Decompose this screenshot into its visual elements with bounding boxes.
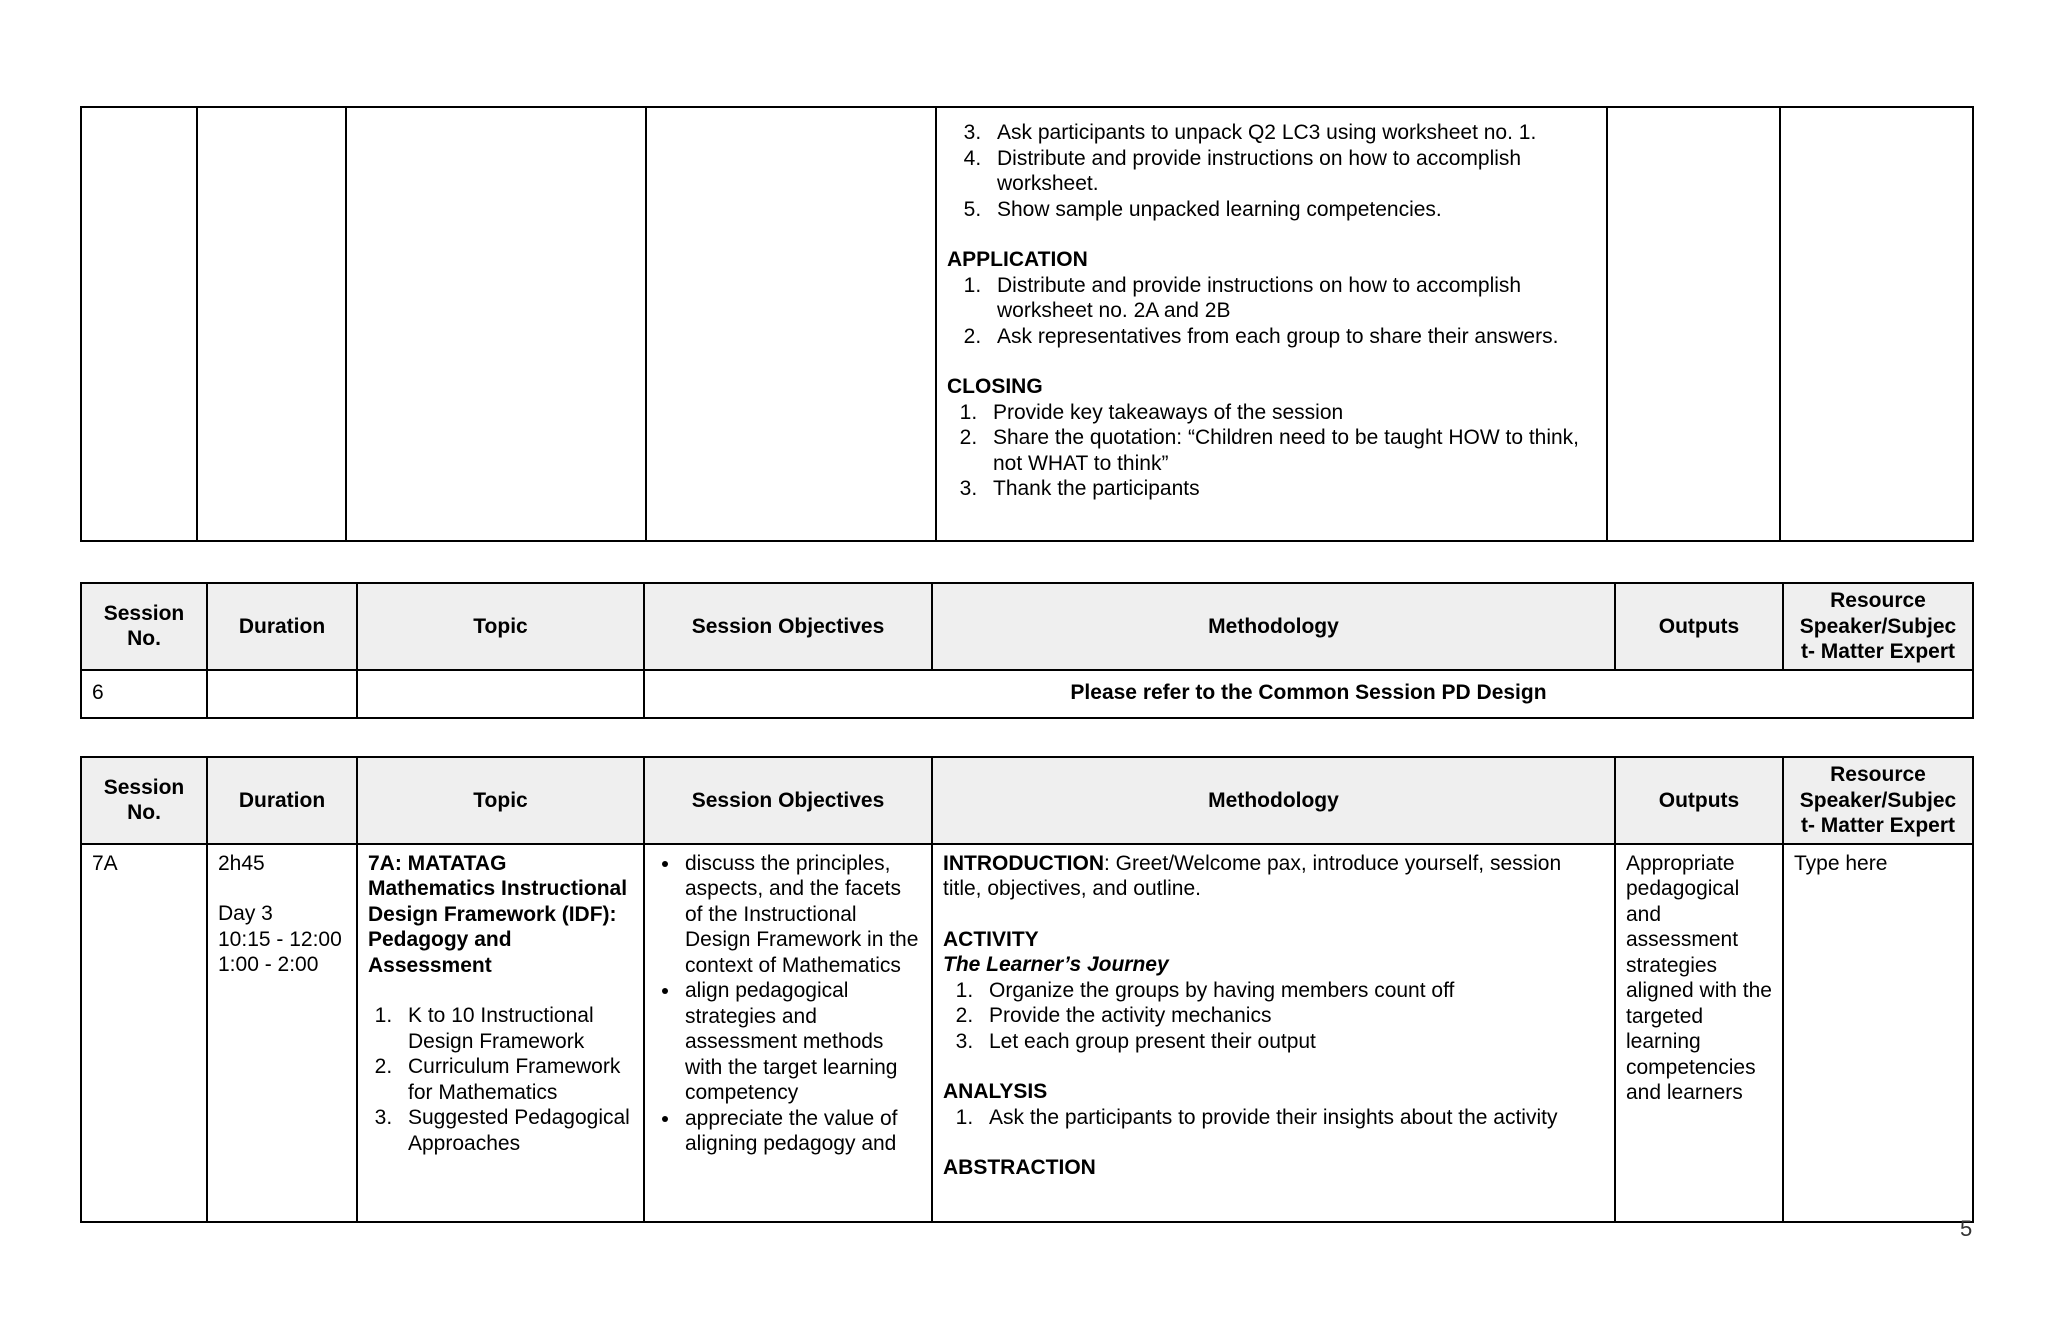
list-item: 2. Curriculum Framework for Mathematics [398,1054,633,1105]
header-objectives: Session Objectives [644,583,932,670]
header-duration: Duration [207,757,357,844]
header-methodology: Methodology [932,757,1615,844]
topic-list [368,1003,633,1156]
session-no-cell: 7A [81,844,207,1222]
list-item: 2. Share the quotation: “Children need to be taught HOW to think, not WHAT to think” [983,425,1596,476]
session-no-cell: 6 [81,670,207,718]
list-item: 1. Provide key takeaways of the session [983,400,1596,426]
empty-cell [197,107,346,541]
introduction-text: : Greet/Welcome pax, introduce yourself, session title, objectives, and outline. [943,851,1562,900]
application-list [947,273,1596,350]
empty-cell [1780,107,1973,541]
list-item: 1. Organize the groups by having members count off [979,978,1604,1004]
header-outputs: Outputs [1615,757,1783,844]
empty-cell [1607,107,1780,541]
empty-cell [357,670,644,718]
list-item: 1. K to 10 Instructional Design Framework [398,1003,633,1054]
list-item: 3. Thank the participants [983,476,1596,502]
duration-value: 2h45 [218,851,265,875]
time-slot-2: 1:00 - 2:00 [218,953,319,976]
introduction-label: INTRODUCTION [943,851,1104,875]
header-resource: Resource Speaker/Subjec t- Matter Expert [1783,583,1973,670]
page-number: 5 [1960,1216,1973,1241]
list-item: 1. Ask the participants to provide their insights about the activity [979,1105,1604,1131]
objectives-cell [644,844,932,1222]
closing-heading: CLOSING [947,375,1043,398]
list-item: • appreciate the value of aligning pedagogy and [681,1106,921,1157]
header-row [81,583,1973,670]
list-item: 3. Ask participants to unpack Q2 LC3 using worksheet no. 1. [987,120,1596,146]
header-row [81,757,1973,844]
session-7a-table [80,756,1974,1223]
outputs-cell: Appropriate pedagogical and assessment strategies aligned with the targeted learning competencies and learners [1615,844,1783,1222]
activity-title: The Learner’s Journey [943,953,1169,976]
introduction-paragraph [943,851,1604,902]
analysis-list [943,1105,1604,1131]
list-item: 2. Ask representatives from each group to share their answers. [987,324,1596,350]
common-session-note: Please refer to the Common Session PD Design [644,670,1973,718]
header-objectives: Session Objectives [644,757,932,844]
session-6-table [80,582,1974,719]
header-session-no: Session No. [81,583,207,670]
duration-cell [207,844,357,1222]
list-item: • discuss the principles, aspects, and the facets of the Instructional Design Framework in the context of Mathematics [681,851,921,979]
table-row [81,670,1973,718]
table-row [81,844,1973,1222]
header-duration: Duration [207,583,357,670]
intro-steps-list [947,120,1596,222]
topic-title: 7A: MATATAG Mathematics Instructional Design Framework (IDF): Pedagogy and Assessment [368,851,628,977]
analysis-heading: ANALYSIS [943,1080,1048,1103]
empty-cell [346,107,646,541]
header-session-no: Session No. [81,757,207,844]
list-item: 1. Distribute and provide instructions on how to accomplish worksheet no. 2A and 2B [987,273,1596,324]
header-topic: Topic [357,757,644,844]
methodology-cell [932,844,1615,1222]
closing-list [947,400,1596,502]
list-item: 3. Suggested Pedagogical Approaches [398,1105,633,1156]
header-outputs: Outputs [1615,583,1783,670]
empty-cell [81,107,197,541]
table-row [81,107,1973,541]
activity-list [943,978,1604,1055]
application-heading: APPLICATION [947,248,1088,271]
header-methodology: Methodology [932,583,1615,670]
methodology-cell [936,107,1607,541]
topic-cell [357,844,644,1222]
resource-cell[interactable]: Type here [1783,844,1973,1222]
empty-cell [207,670,357,718]
empty-cell [646,107,936,541]
time-slot-1: 10:15 - 12:00 [218,927,342,951]
list-item: 4. Distribute and provide instructions on how to accomplish worksheet. [987,146,1596,197]
header-resource: Resource Speaker/Subjec t- Matter Expert [1783,757,1973,844]
objectives-list [655,851,921,1157]
list-item: • align pedagogical strategies and assessment methods with the target learning competency [681,978,921,1106]
list-item: 3. Let each group present their output [979,1029,1604,1055]
activity-heading: ACTIVITY [943,927,1039,951]
day-label: Day 3 [218,902,273,925]
header-topic: Topic [357,583,644,670]
continuation-table [80,106,1974,542]
list-item: 5. Show sample unpacked learning competencies. [987,197,1596,223]
list-item: 2. Provide the activity mechanics [979,1003,1604,1029]
abstraction-heading: ABSTRACTION [943,1156,1096,1179]
